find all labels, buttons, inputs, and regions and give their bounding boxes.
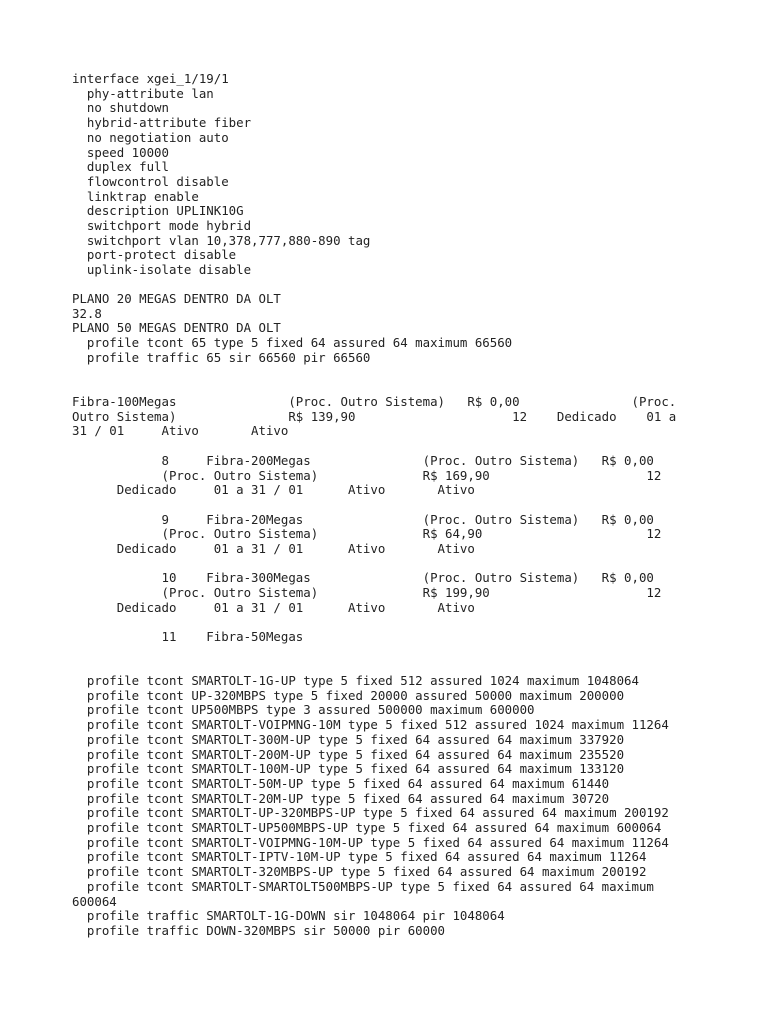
text-line: port-protect disable bbox=[72, 247, 237, 263]
text-line: 600064 bbox=[72, 893, 117, 909]
text-line: profile tcont SMARTOLT-UP500MBPS-UP type 5 fixed 64 assured 64 maximum 600064 bbox=[72, 820, 662, 835]
text-line: linktrap enable bbox=[72, 188, 199, 204]
text-line: profile tcont SMARTOLT-1G-UP type 5 fixed 512 assured 1024 maximum 1048064 bbox=[72, 673, 639, 688]
text-line: profile tcont SMARTOLT-IPTV-10M-UP type 5 fixed 64 assured 64 maximum 11264 bbox=[72, 849, 647, 865]
text-line: interface xgei_1/19/1 bbox=[72, 71, 229, 86]
text-line: speed 10000 bbox=[72, 144, 169, 160]
text-line: profile tcont SMARTOLT-50M-UP type 5 fixed 64 assured 64 maximum 61440 bbox=[72, 775, 610, 791]
text-line: no shutdown bbox=[72, 100, 169, 116]
text-line: profile traffic 65 sir 66560 pir 66560 bbox=[72, 349, 371, 365]
text-line: 8 Fibra-200Megas (Proc. Outro Sistema) R$ 0,00 bbox=[72, 452, 654, 468]
text-line: profile tcont UP500MBPS type 3 assured 500000 maximum 600000 bbox=[72, 702, 535, 718]
text-line: Dedicado 01 a 31 / 01 Ativo Ativo bbox=[72, 599, 475, 615]
text-line: profile traffic DOWN-320MBPS sir 50000 pir 60000 bbox=[72, 922, 445, 938]
text-line: PLANO 20 MEGAS DENTRO DA OLT bbox=[72, 291, 281, 306]
text-line: profile tcont SMARTOLT-100M-UP type 5 fixed 64 assured 64 maximum 133120 bbox=[72, 761, 625, 777]
text-line: hybrid-attribute fiber bbox=[72, 115, 252, 131]
text-line: duplex full bbox=[72, 159, 169, 175]
text-line: switchport mode hybrid bbox=[72, 218, 252, 233]
text-line: Outro Sistema) R$ 139,90 12 Dedicado 01 a bbox=[72, 408, 677, 424]
text-line: (Proc. Outro Sistema) R$ 169,90 12 bbox=[72, 467, 662, 483]
text-line: 32.8 bbox=[72, 305, 102, 321]
text-line: Dedicado 01 a 31 / 01 Ativo Ativo bbox=[72, 482, 475, 498]
text-line: Dedicado 01 a 31 / 01 Ativo Ativo bbox=[72, 541, 475, 556]
text-line: flowcontrol disable bbox=[72, 173, 229, 189]
text-line: (Proc. Outro Sistema) R$ 64,90 12 bbox=[72, 526, 662, 542]
text-line: profile tcont 65 type 5 fixed 64 assured 64 maximum 66560 bbox=[72, 335, 513, 351]
text-line: (Proc. Outro Sistema) R$ 199,90 12 bbox=[72, 585, 662, 601]
text-line: profile tcont SMARTOLT-UP-320MBPS-UP type 5 fixed 64 assured 64 maximum 200192 bbox=[72, 805, 669, 821]
text-line: 9 Fibra-20Megas (Proc. Outro Sistema) R$ 0,00 bbox=[72, 511, 654, 527]
text-line: profile tcont SMARTOLT-SMARTOLT500MBPS-UP type 5 fixed 64 assured 64 maximum bbox=[72, 878, 654, 894]
text-line: profile tcont SMARTOLT-320MBPS-UP type 5 fixed 64 assured 64 maximum 200192 bbox=[72, 864, 647, 880]
text-line: Fibra-100Megas (Proc. Outro Sistema) R$ 0,00 (Proc. bbox=[72, 394, 677, 409]
text-line: profile tcont SMARTOLT-VOIPMNG-10M-UP type 5 fixed 64 assured 64 maximum 11264 bbox=[72, 834, 669, 850]
text-line: phy-attribute lan bbox=[72, 85, 214, 101]
text-line: profile tcont SMARTOLT-VOIPMNG-10M type 5 fixed 512 assured 1024 maximum 11264 bbox=[72, 717, 669, 733]
text-line: profile tcont UP-320MBPS type 5 fixed 20000 assured 50000 maximum 200000 bbox=[72, 687, 625, 703]
text-line: profile traffic SMARTOLT-1G-DOWN sir 1048064 pir 1048064 bbox=[72, 908, 505, 924]
text-line: profile tcont SMARTOLT-300M-UP type 5 fixed 64 assured 64 maximum 337920 bbox=[72, 731, 625, 747]
text-line: 10 Fibra-300Megas (Proc. Outro Sistema) R$ 0,00 bbox=[72, 570, 654, 586]
text-line: 11 Fibra-50Megas bbox=[72, 629, 304, 645]
text-line: switchport vlan 10,378,777,880-890 tag bbox=[72, 232, 371, 248]
text-line: 31 / 01 Ativo Ativo bbox=[72, 423, 289, 439]
text-line: PLANO 50 MEGAS DENTRO DA OLT bbox=[72, 320, 281, 336]
text-line: profile tcont SMARTOLT-20M-UP type 5 fixed 64 assured 64 maximum 30720 bbox=[72, 790, 610, 806]
text-line: profile tcont SMARTOLT-200M-UP type 5 fixed 64 assured 64 maximum 235520 bbox=[72, 746, 625, 762]
text-line: description UPLINK10G bbox=[72, 203, 244, 219]
text-line: uplink-isolate disable bbox=[72, 262, 252, 278]
text-line: no negotiation auto bbox=[72, 129, 229, 145]
